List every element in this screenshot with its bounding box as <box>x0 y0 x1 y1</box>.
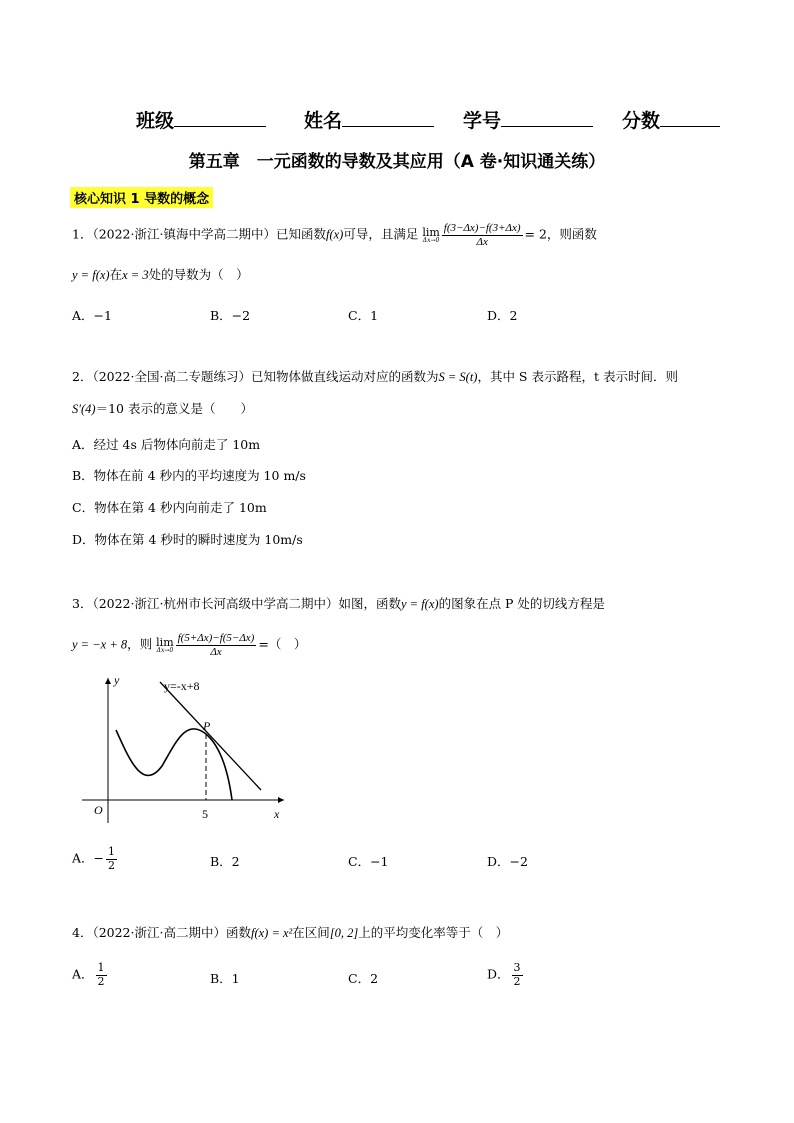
q2-function: S = S(t) <box>438 370 478 384</box>
question-1-line-2 <box>72 269 249 282</box>
q3-fraction: $\frac{f(5+\Delta x)-f(5-\Delta x)}{\Delta x}$ <box>177 632 255 658</box>
name-label: 姓名 <box>304 110 343 132</box>
question-2-line-1 <box>72 371 678 384</box>
q1-then: ，则函数 <box>546 226 597 242</box>
question-2-line-2 <box>72 403 253 416</box>
student-number-label: 学号 <box>463 110 502 132</box>
q4-option-a[interactable] <box>72 962 109 988</box>
page-title: 第五章 一元函数的导数及其应用（A 卷·知识通关练） <box>188 152 606 172</box>
q4-option-d-prefix: D． <box>487 966 510 982</box>
q3-option-a-prefix: A．− <box>72 850 105 866</box>
tick-label-5: 5 <box>202 807 208 821</box>
q2-ask: ＝10 表示的意义是（ ） <box>95 401 253 416</box>
section-heading: 核心知识 1 导数的概念 <box>70 187 213 208</box>
q1-fx: f(x) <box>325 227 344 242</box>
q3-limit: lim Δx→0 <box>156 635 174 654</box>
q3-option-a-fraction: $\frac{1}{2}$ <box>108 845 116 872</box>
q3-ask: =（ ） <box>258 636 307 652</box>
q4-option-a-prefix: A． <box>72 966 94 982</box>
q3-function: y = f(x) <box>400 597 439 611</box>
y-axis-label: y <box>114 673 120 687</box>
q4-option-b[interactable]: B．1 <box>210 971 240 986</box>
question-3-line-1 <box>72 598 605 611</box>
q3-graph-figure <box>74 668 294 828</box>
score-field <box>622 106 720 133</box>
q1-x-value: x = 3 <box>122 268 149 282</box>
q4-function: f(x) = x² <box>250 926 293 940</box>
q3-option-c[interactable]: C．−1 <box>348 854 389 869</box>
question-1-line-1 <box>72 222 597 248</box>
question-4-line-1 <box>72 927 508 940</box>
q1-option-d[interactable]: D．2 <box>487 308 518 323</box>
q3-tangent-line: y = −x + 8 <box>72 637 128 652</box>
q4-option-a-fraction: $\frac{1}{2}$ <box>97 961 105 988</box>
x-axis-label: x <box>274 807 280 821</box>
q2-option-b[interactable]: B．物体在前 4 秒内的平均速度为 10 m/s <box>72 468 306 483</box>
q4-text-interval: 在区间 <box>292 925 330 940</box>
score-blank[interactable] <box>660 110 720 127</box>
q2-stem: 2．（2022·全国·高二专题练习）已知物体做直线运动对应的函数为 <box>72 369 439 384</box>
q4-option-d[interactable] <box>487 962 525 988</box>
class-label: 班级 <box>136 110 175 132</box>
q1-stem: 1．（2022·浙江·镇海中学高二期中）已知函数 <box>72 226 326 242</box>
point-p-label: P <box>203 719 211 733</box>
class-field <box>136 106 266 133</box>
q4-interval: [0, 2] <box>329 926 359 940</box>
q1-option-c[interactable]: C．1 <box>348 308 379 323</box>
q2-option-c[interactable]: C．物体在第 4 秒内向前走了 10m <box>72 500 267 515</box>
q1-option-a[interactable]: A．−1 <box>72 308 112 323</box>
question-3-line-2 <box>72 632 306 658</box>
q2-derivative: S′(4) <box>72 402 96 416</box>
q4-stem: 4．（2022·浙江·高二期中）函数 <box>72 925 251 940</box>
q1-text-at: 在 <box>109 267 123 282</box>
q1-condition: 可导，且满足 <box>343 226 419 242</box>
score-label: 分数 <box>622 110 661 132</box>
q1-equals: = 2 <box>524 226 547 242</box>
name-blank[interactable] <box>342 110 434 127</box>
q3-option-b[interactable]: B．2 <box>210 854 240 869</box>
tangent-line <box>160 682 261 790</box>
q1-limit: lim Δx→0 <box>422 225 440 244</box>
student-number-field <box>463 106 593 133</box>
q2-option-d[interactable]: D．物体在第 4 秒时的瞬时速度为 10m/s <box>72 532 303 547</box>
q1-option-b[interactable]: B．−2 <box>210 308 251 323</box>
q2-option-a[interactable]: A．经过 4s 后物体向前走了 10m <box>72 437 261 452</box>
q1-ask: 处的导数为（ ） <box>148 267 249 282</box>
q3-then: ，则 <box>127 636 153 652</box>
q4-option-c[interactable]: C．2 <box>348 971 379 986</box>
q3-option-a[interactable] <box>72 846 119 872</box>
q3-stem: 3．（2022·浙江·杭州市长河高级中学高二期中）如图，函数 <box>72 596 401 611</box>
q3-option-d[interactable]: D．−2 <box>487 854 528 869</box>
origin-label: O <box>94 803 103 817</box>
q1-fraction: $\frac{f(3-\Delta x)-f(3+\Delta x)}{\Delta x}$ <box>443 222 521 248</box>
tangent-label: y=-x+8 <box>164 679 200 693</box>
q3-tangent-text: 的图象在点 P 处的切线方程是 <box>438 596 605 611</box>
q4-ask: 上的平均变化率等于（ ） <box>358 925 509 940</box>
class-blank[interactable] <box>174 110 266 127</box>
q2-description: ，其中 S 表示路程，t 表示时间．则 <box>477 369 678 384</box>
q4-option-d-fraction: $\frac{3}{2}$ <box>513 961 521 988</box>
q1-function: y = f(x) <box>72 268 110 282</box>
name-field <box>304 106 434 133</box>
student-number-blank[interactable] <box>501 110 593 127</box>
